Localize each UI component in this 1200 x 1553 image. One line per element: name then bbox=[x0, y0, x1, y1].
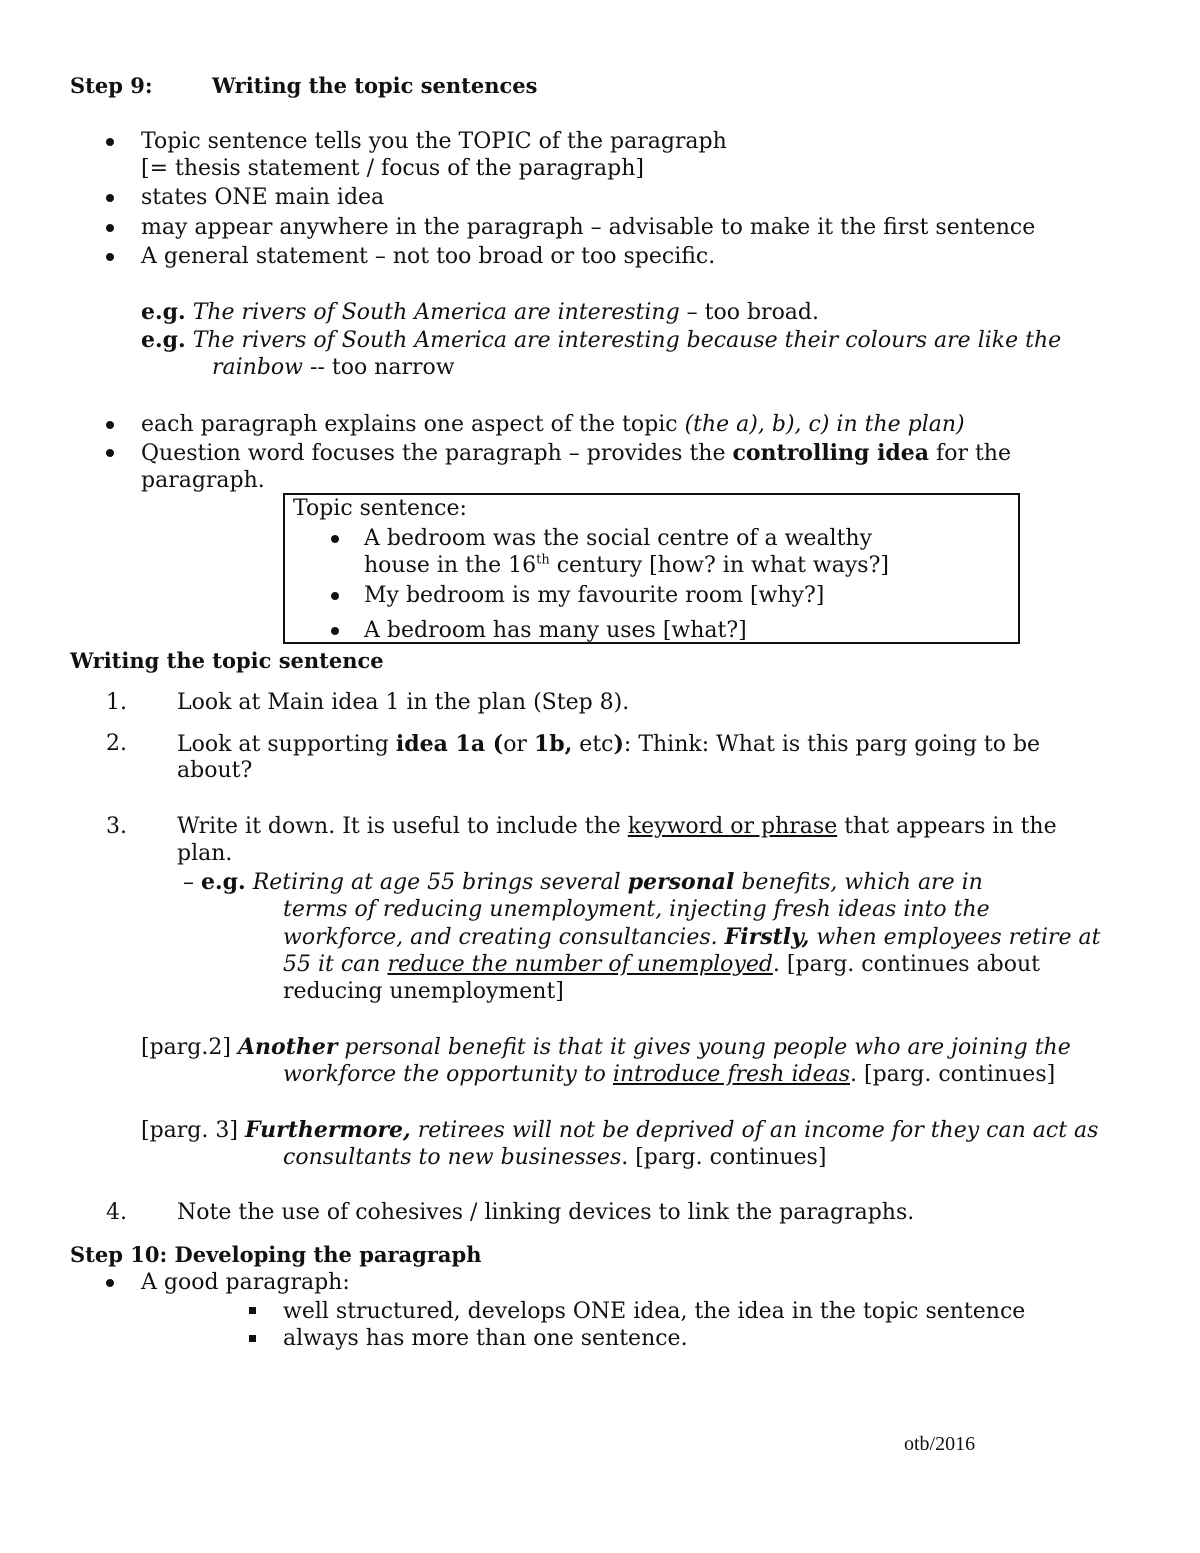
example-paragraph-1: – e.g. Retiring at age 55 brings several personal benefits, which are in bbox=[183, 869, 983, 895]
bullet-icon bbox=[331, 627, 339, 635]
topic-box-item-1: A bedroom was the social centre of a wealthy bbox=[364, 526, 873, 551]
bullet-topic-sentence: Topic sentence tells you the TOPIC of the paragraph bbox=[141, 129, 727, 154]
bullet-icon bbox=[106, 421, 114, 429]
topic-box-item-3: A bedroom has many uses [what?] bbox=[364, 618, 747, 643]
bullet-icon bbox=[106, 138, 114, 146]
example-paragraph-1-line5: reducing unemployment] bbox=[283, 979, 564, 1004]
example-too-narrow: e.g. The rivers of South America are interesting because their colours are like the bbox=[141, 327, 1062, 353]
example-paragraph-2: [parg.2] Another personal benefit is that it gives young people who are joining the bbox=[141, 1034, 1071, 1060]
list-number: 1. bbox=[106, 690, 127, 715]
bullet-good-paragraph: A good paragraph: bbox=[141, 1270, 350, 1295]
bullet-appear-anywhere: may appear anywhere in the paragraph – advisable to make it the first sentence bbox=[141, 215, 1036, 240]
square-bullet-icon bbox=[249, 1335, 256, 1342]
bullet-icon bbox=[106, 1279, 114, 1287]
bullet-icon bbox=[106, 224, 114, 232]
bullet-icon bbox=[331, 535, 339, 543]
example-paragraph-3-line2: consultants to new businesses. [parg. continues] bbox=[283, 1145, 827, 1170]
step-look-main-idea: Look at Main idea 1 in the plan (Step 8). bbox=[177, 690, 630, 715]
topic-box-heading: Topic sentence: bbox=[293, 496, 467, 521]
bullet-icon bbox=[331, 592, 339, 600]
example-too-broad: e.g. The rivers of South America are interesting – too broad. bbox=[141, 299, 820, 325]
step9-title: Writing the topic sentences bbox=[212, 73, 538, 98]
bullet-one-idea: states ONE main idea bbox=[141, 185, 385, 210]
footer-credit: otb/2016 bbox=[904, 1433, 976, 1455]
topic-box-item-2: My bedroom is my favourite room [why?] bbox=[364, 583, 825, 608]
bullet-question-word-cont: paragraph. bbox=[141, 468, 265, 493]
example-paragraph-1-line4: 55 it can reduce the number of unemployed. [parg. continues about bbox=[283, 952, 1040, 977]
bullet-question-word: Question word focuses the paragraph – provides the controlling idea for the bbox=[141, 440, 1011, 466]
bullet-icon bbox=[106, 449, 114, 457]
example-paragraph-1-line2: terms of reducing unemployment, injecting fresh ideas into the bbox=[283, 897, 990, 922]
step-note-cohesives: Note the use of cohesives / linking devices to link the paragraphs. bbox=[177, 1200, 915, 1225]
topic-box-item-1-cont: house in the 16th century [how? in what ways?] bbox=[364, 552, 889, 578]
list-number: 3. bbox=[106, 814, 127, 839]
sub-bullet-well-structured: well structured, develops ONE idea, the idea in the topic sentence bbox=[283, 1299, 1026, 1324]
sub-bullet-more-sentences: always has more than one sentence. bbox=[283, 1326, 688, 1351]
writing-heading: Writing the topic sentence bbox=[70, 648, 384, 673]
step-write-it-down: Write it down. It is useful to include the keyword or phrase that appears in the bbox=[177, 814, 1057, 839]
bullet-one-aspect: each paragraph explains one aspect of the topic (the a), b), c) in the plan) bbox=[141, 412, 965, 437]
step10-heading: Step 10: Developing the paragraph bbox=[70, 1242, 482, 1267]
step-write-it-down-cont: plan. bbox=[177, 841, 233, 866]
list-number: 2. bbox=[106, 731, 127, 756]
bullet-topic-sentence-cont: [= thesis statement / focus of the paragraph] bbox=[141, 156, 644, 181]
example-paragraph-3: [parg. 3] Furthermore, retirees will not be deprived of an income for they can act as bbox=[141, 1117, 1099, 1143]
example-paragraph-2-line2: workforce the opportunity to introduce fresh ideas. [parg. continues] bbox=[283, 1062, 1056, 1087]
bullet-icon bbox=[106, 194, 114, 202]
step9-label: Step 9: bbox=[70, 73, 153, 98]
bullet-icon bbox=[106, 253, 114, 261]
step-look-supporting-cont: about? bbox=[177, 758, 253, 783]
list-number: 4. bbox=[106, 1200, 127, 1225]
square-bullet-icon bbox=[249, 1307, 256, 1314]
example-too-narrow-cont: rainbow -- too narrow bbox=[212, 355, 455, 380]
bullet-general-statement: A general statement – not too broad or too specific. bbox=[141, 244, 716, 269]
example-paragraph-1-line3: workforce, and creating consultancies. Firstly, when employees retire at bbox=[283, 924, 1101, 950]
step-look-supporting: Look at supporting idea 1a (or 1b, etc): Think: What is this parg going to be bbox=[177, 731, 1041, 757]
